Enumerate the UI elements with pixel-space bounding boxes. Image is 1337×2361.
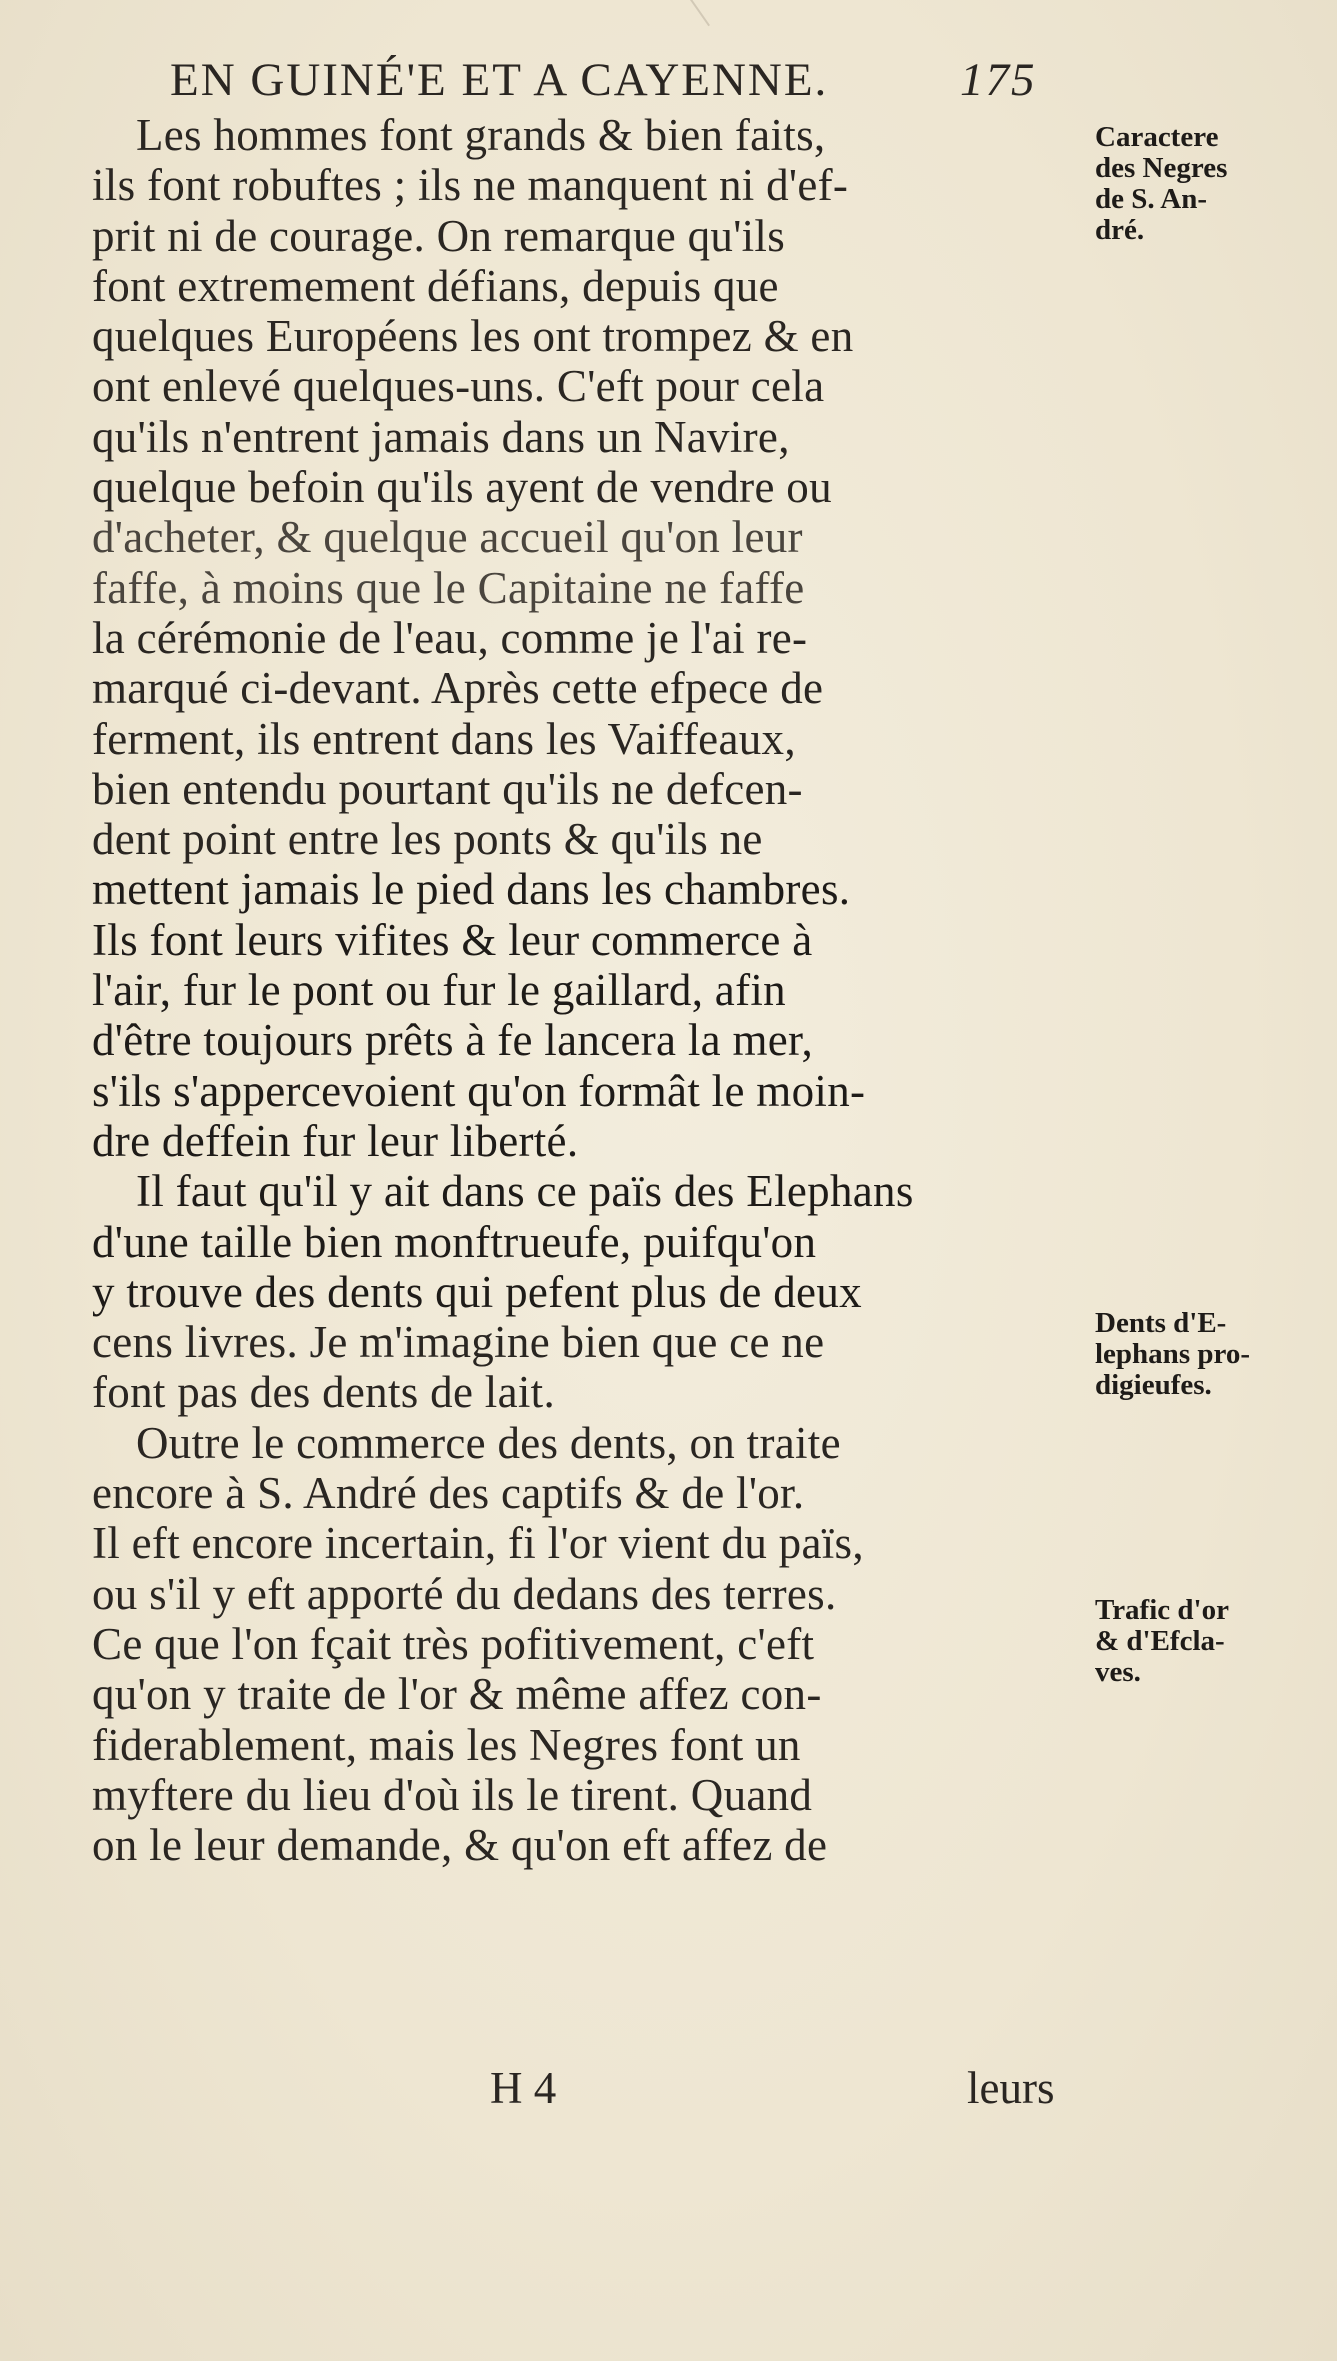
text-line: marqué ci-devant. Après cette efpece de (92, 663, 824, 714)
text-line: Ce que l'on fçait très pofitivement, c'eft (92, 1618, 815, 1669)
margin-note-line: ves. (1095, 1656, 1141, 1688)
text-line: y trouve des dents qui pefent plus de deux (92, 1266, 862, 1317)
text-line: d'acheter, & quelque accueil qu'on leur (92, 512, 803, 563)
text-line: d'une taille bien monftrueufe, puifqu'on (92, 1216, 817, 1267)
text-line: Ils font leurs vifites & leur commerce à (92, 914, 813, 965)
text-line: l'air, fur le pont ou fur le gaillard, afin (92, 965, 786, 1016)
margin-note-dents (1095, 1308, 1250, 1401)
margin-note-caractere (1095, 122, 1227, 246)
page-number: 175 (960, 54, 1037, 106)
text-line: qu'ils n'entrent jamais dans un Navire, (92, 411, 790, 462)
text-line: bien entendu pourtant qu'ils ne defcen- (92, 763, 803, 814)
text-line: on le leur demande, & qu'on eft affez de (92, 1820, 828, 1871)
text-line: quelques Européens les ont trompez & en (92, 311, 854, 362)
main-text-block (92, 110, 1092, 1870)
text-line: myftere du lieu d'où ils le tirent. Quand (92, 1769, 813, 1820)
margin-note-trafic (1095, 1595, 1229, 1688)
text-line: quelque befoin qu'ils ayent de vendre ou (92, 462, 832, 513)
page-footer (490, 2058, 1090, 2118)
text-line: fiderablement, mais les Negres font un (92, 1719, 801, 1770)
margin-note-line: lephans pro- (1095, 1338, 1250, 1370)
text-line: Il faut qu'il y ait dans ce païs des Elephans (136, 1166, 914, 1217)
text-line: ou s'il y eft apporté du dedans des terres. (92, 1568, 837, 1619)
margin-note-line: Dents d'E- (1095, 1307, 1227, 1339)
text-line: dre deffein fur leur liberté. (92, 1115, 579, 1166)
text-line: font pas des dents de lait. (92, 1367, 555, 1418)
text-line: la cérémonie de l'eau, comme je l'ai re- (92, 612, 808, 663)
text-line: qu'on y traite de l'or & même affez con- (92, 1669, 822, 1720)
text-line: mettent jamais le pied dans les chambres. (92, 864, 851, 915)
margin-note-line: de S. An- (1095, 183, 1208, 215)
text-line: ferment, ils entrent dans les Vaiffeaux, (92, 713, 796, 764)
text-line: dent point entre les ponts & qu'ils ne (92, 814, 763, 865)
margin-note-line: dré. (1095, 214, 1145, 246)
running-title: EN GUINÉ'E ET A CAYENNE. (170, 54, 829, 106)
margin-note-line: des Negres (1095, 152, 1228, 184)
margin-note-line: & d'Efcla- (1095, 1625, 1225, 1657)
text-line: font extremement défians, depuis que (92, 260, 779, 311)
page-fold-mark (690, 0, 710, 26)
text-line: Il eft encore incertain, fi l'or vient du païs, (92, 1518, 864, 1569)
signature-mark: H 4 (490, 2063, 557, 2113)
running-header (170, 40, 1037, 120)
margin-note-line: Caractere (1095, 121, 1219, 153)
text-line: ont enlevé quelques-uns. C'eft pour cela (92, 361, 825, 412)
text-line: prit ni de courage. On remarque qu'ils (92, 210, 786, 261)
text-line: Outre le commerce des dents, on traite (136, 1417, 841, 1468)
text-line: faffe, à moins que le Capitaine ne faffe (92, 562, 805, 613)
text-line: ils font robuftes ; ils ne manquent ni d'ef- (92, 160, 849, 211)
text-line: Les hommes font grands & bien faits, (136, 110, 826, 160)
text-line: d'être toujours prêts à fe lancera la mer, (92, 1015, 814, 1066)
text-line: encore à S. André des captifs & de l'or. (92, 1468, 805, 1519)
text-line: cens livres. Je m'imagine bien que ce ne (92, 1317, 825, 1368)
margin-note-line: Trafic d'or (1095, 1594, 1229, 1626)
margin-note-line: digieufes. (1095, 1369, 1212, 1401)
text-line: s'ils s'appercevoient qu'on formât le moin- (92, 1065, 866, 1116)
catchword: leurs (967, 2063, 1055, 2113)
